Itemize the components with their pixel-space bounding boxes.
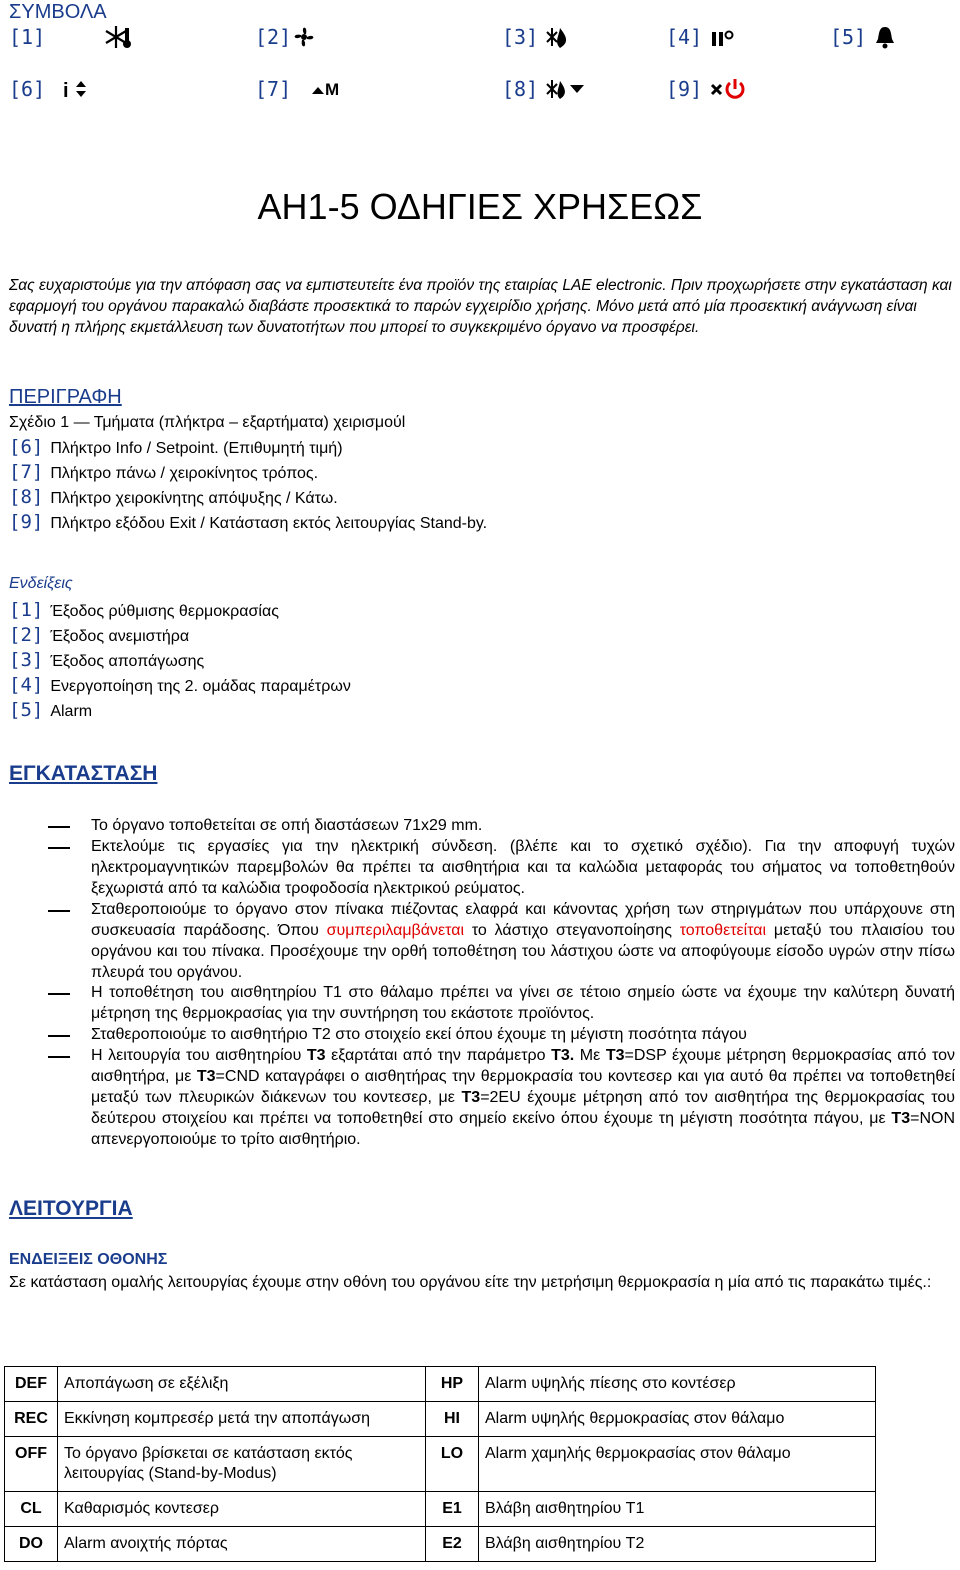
- description-heading: ΠΕΡΙΓΡΑΦΗ: [9, 386, 122, 408]
- fan-icon: [291, 24, 317, 50]
- param-name: T3.: [551, 1047, 575, 1064]
- svg-text:i: i: [63, 80, 69, 102]
- install-step-1: Το όργανο τοποθετείται σε οπή διαστάσεων 71x29 mm.: [91, 817, 483, 834]
- description-subtitle: Σχέδιο 1 — Τμήματα (πλήκτρα – εξαρτήματα) χειρισμούl: [9, 414, 406, 431]
- symbol-8: [502, 77, 586, 101]
- text-run: =NON απενεργοποιούμε το τρίτο αισθητήριο.: [91, 1110, 955, 1148]
- indication-text: Έξοδος ανεμιστήρα: [50, 628, 190, 645]
- indication-code: [4]: [9, 674, 44, 696]
- table-row: [5, 1492, 876, 1527]
- indication-code: [2]: [9, 624, 44, 646]
- key-text: Πλήκτρο εξόδου Exit / Κατάσταση εκτός λειτουργίας Stand-by.: [50, 515, 488, 532]
- symbols-title: ΣΥΜΒΟΛΑ: [9, 1, 107, 23]
- parameter-group-icon: [710, 24, 734, 50]
- indication-item-5: [9, 699, 92, 721]
- param-name: T3: [461, 1089, 481, 1106]
- bullet-dash: [48, 1056, 70, 1058]
- param-name: T3: [605, 1047, 625, 1064]
- description-cell: Εκκίνηση κομπρεσέρ μετά την αποπάγωση: [58, 1402, 426, 1437]
- code-cell: LO: [426, 1437, 479, 1492]
- install-step-3: [91, 899, 955, 983]
- code-cell: DO: [5, 1527, 58, 1562]
- text-run: Με: [574, 1047, 606, 1064]
- indications-title: Ενδείξεις: [9, 575, 73, 592]
- table-row: [5, 1437, 876, 1492]
- exit-power-icon: [710, 77, 746, 101]
- symbol-4: [666, 24, 734, 50]
- key-item-7: [9, 461, 318, 483]
- highlight-text: συμπεριλαμβάνεται: [326, 922, 465, 939]
- symbol-3: [502, 24, 570, 50]
- code-cell: HP: [426, 1367, 479, 1402]
- installation-heading: ΕΓΚΑΤΑΣΤΑΣΗ: [9, 762, 158, 785]
- description-cell: Καθαρισμός κοντεσερ: [58, 1492, 426, 1527]
- symbol-code: [5]: [830, 25, 867, 49]
- symbol-1: [9, 24, 133, 50]
- description-cell: Alarm ανοιχτής πόρτας: [58, 1527, 426, 1562]
- description-cell: Alarm υψηλής θερμοκρασίας στον θάλαμο: [479, 1402, 876, 1437]
- indication-text: Alarm: [50, 703, 93, 720]
- key-item-8: [9, 486, 338, 508]
- bullet-dash: [48, 847, 70, 849]
- indication-text: Έξοδος αποπάγωσης: [50, 653, 205, 670]
- display-codes-table: [4, 1366, 876, 1562]
- text-run: το λάστιχο στεγανοποίησης: [464, 922, 680, 939]
- code-cell: DEF: [5, 1367, 58, 1402]
- display-indications-text: Σε κατάσταση ομαλής λειτουργίας έχουμε στην οθόνη του οργάνου είτε την μετρήσιμη θερμοκρασία η μία από τις παρακάτω τιμές.:: [9, 1274, 932, 1291]
- indication-code: [3]: [9, 649, 44, 671]
- alarm-bell-icon: [874, 24, 896, 50]
- symbol-code: [4]: [666, 25, 703, 49]
- text-run: =DSP έχουμε μέτρηση θερμοκρασίας από τον αισθητήρα, με: [91, 1047, 955, 1085]
- description-cell: Βλάβη αισθητηρίου T2: [479, 1527, 876, 1562]
- indication-item-4: [9, 674, 351, 696]
- key-item-9: [9, 511, 487, 533]
- info-updown-icon: [63, 77, 91, 101]
- description-cell: Αποπάγωση σε εξέλιξη: [58, 1367, 426, 1402]
- symbol-2: [255, 24, 317, 50]
- symbol-9: [666, 77, 746, 101]
- defrost-down-icon: [546, 77, 586, 101]
- param-name: T3: [196, 1068, 216, 1085]
- text-run: Η λειτουργία του αισθητηρίου: [91, 1047, 307, 1064]
- bullet-dash: [48, 910, 70, 912]
- table-row: [5, 1402, 876, 1437]
- text-run: εξαρτάται από την παράμετρο: [325, 1047, 552, 1064]
- text-run: =2EU έχουμε μέτρηση από τον αισθητήρα της θερμοκρασίας του δεύτερου στοιχείου και πρέπει να τοποθετηθεί στο σημείο εκείνο όπου έχουμε τη μέγιστη ποσότητα πάγου, με: [91, 1089, 956, 1127]
- indication-code: [5]: [9, 699, 44, 721]
- key-code: [8]: [9, 486, 44, 508]
- key-code: [9]: [9, 511, 44, 533]
- code-cell: OFF: [5, 1437, 58, 1492]
- bullet-dash: [48, 1035, 70, 1037]
- indication-item-3: [9, 649, 204, 671]
- description-cell: Alarm χαμηλής θερμοκρασίας στον θάλαμο: [479, 1437, 876, 1492]
- text-run: μεταξύ του πλαισίου του οργάνου και του πίνακα. Προσέχουμε την ορθή τοποθέτηση του λάστιχου ώστε να αποφύγουμε είσοδο υγρών στην πίσω πλευρά του οργάνου.: [91, 922, 955, 981]
- bullet-dash: [48, 826, 70, 828]
- code-cell: E2: [426, 1527, 479, 1562]
- display-indications-title: ΕΝΔΕΙΞΕΙΣ ΟΘΟΝΗΣ: [9, 1251, 168, 1268]
- symbol-code: [6]: [9, 77, 46, 101]
- svg-text:M: M: [325, 80, 340, 99]
- param-name: T3: [891, 1110, 911, 1127]
- code-cell: CL: [5, 1492, 58, 1527]
- install-step-6: [91, 1045, 955, 1150]
- key-text: Πλήκτρο χειροκίνητης απόψυξης / Κάτω.: [50, 490, 338, 507]
- symbol-7: [255, 77, 345, 101]
- key-item-6: [9, 436, 343, 458]
- code-cell: REC: [5, 1402, 58, 1437]
- symbol-code: [7]: [255, 77, 292, 101]
- description-cell: Βλάβη αισθητηρίου T1: [479, 1492, 876, 1527]
- code-cell: HI: [426, 1402, 479, 1437]
- operation-heading: ΛΕΙΤΟΥΡΓΙΑ: [9, 1197, 133, 1220]
- description-cell: Alarm υψηλής πίεσης στο κοντέσερ: [479, 1367, 876, 1402]
- symbol-6: [9, 77, 91, 101]
- param-name: T3: [306, 1047, 326, 1064]
- table-row: [5, 1527, 876, 1562]
- symbol-code: [1]: [9, 25, 46, 49]
- highlight-text: τοποθετείται: [679, 922, 767, 939]
- indication-item-1: [9, 599, 279, 621]
- symbol-code: [3]: [502, 25, 539, 49]
- indication-code: [1]: [9, 599, 44, 621]
- symbol-5: [830, 24, 896, 50]
- symbol-code: [9]: [666, 77, 703, 101]
- up-manual-icon: [311, 77, 345, 101]
- intro-paragraph: Σας ευχαριστούμε για την απόφαση σας να εμπιστευτείτε ένα προϊόν της εταιρίας LAE electronic. Πριν προχωρήσετε στην εγκατάσταση και εφαρμογή του οργάνου παρακαλώ διαβάστε προσεκτικά το παρών εγχειρίδιο χρήσης. Μόνο μετά από μία προσεκτική ανάγνωση είναι δυνατή η πλήρης εκμετάλλευση των δυνατοτήτων που μπορεί το συγκεκριμένο όργανο να προσφέρει.: [9, 277, 952, 336]
- code-cell: E1: [426, 1492, 479, 1527]
- text-run: =CND καταγράφει ο αισθητήρας την θερμοκρασία του κοντεσερ και για αυτό θα πρέπει να τοποθετηθεί μεταξύ των πλευρικών διάκενων του κοντεσερ, με: [91, 1068, 956, 1106]
- install-step-2: Εκτελούμε τις εργασίες για την ηλεκτρική σύνδεση. (βλέπε και το σχετικό σχέδιο). Για την αποφυγή τυχών ηλεκτρομαγνητικών παρεμβολών θα πρέπει τα αισθητήρια και τα καλώδια μεταφοράς του σήματος να τοποθετηθούν ξεχωριστά από τα καλώδια τροφοδοσία ηλεκτρικού ρεύματος.: [91, 838, 955, 897]
- install-step-4: Η τοποθέτηση του αισθητηρίου T1 στο θάλαμο πρέπει να γίνει σε τέτοιο σημείο ώστε να έχουμε την καλύτερη δυνατή μέτρηση της θερμοκρασίας για την συντήρηση του εκάστοτε προϊόντος.: [91, 984, 955, 1022]
- text-run: Σταθεροποιούμε το όργανο στον πίνακα πιέζοντας ελαφρά και κάνοντας χρήση των στηριγμάτων που υπάρχουνε στη συσκευασία παράδοσης. Όπου: [91, 901, 955, 939]
- indication-text: Ενεργοποίηση της 2. ομάδας παραμέτρων: [50, 678, 351, 695]
- defrost-icon: [546, 24, 570, 50]
- key-code: [7]: [9, 461, 44, 483]
- description-cell: Το όργανο βρίσκεται σε κατάσταση εκτός λειτουργίας (Stand-by-Modus): [58, 1437, 426, 1492]
- thermostat-snow-icon: [103, 24, 133, 50]
- key-text: Πλήκτρο πάνω / χειροκίνητος τρόπος.: [50, 465, 319, 482]
- page-title: AH1-5 ΟΔΗΓΙΕΣ ΧΡΗΣΕΩΣ: [257, 186, 703, 227]
- symbol-code: [8]: [502, 77, 539, 101]
- install-step-5: Σταθεροποιούμε το αισθητήριο T2 στο στοιχείο εκεί όπου έχουμε τη μέγιστη ποσότητα πάγου: [91, 1026, 747, 1043]
- symbol-code: [2]: [255, 25, 292, 49]
- indication-text: Έξοδος ρύθμισης θερμοκρασίας: [50, 603, 279, 620]
- bullet-dash: [48, 993, 70, 995]
- key-code: [6]: [9, 436, 44, 458]
- indication-item-2: [9, 624, 189, 646]
- key-text: Πλήκτρο Info / Setpoint. (Επιθυμητή τιμή): [50, 440, 343, 457]
- table-row: [5, 1367, 876, 1402]
